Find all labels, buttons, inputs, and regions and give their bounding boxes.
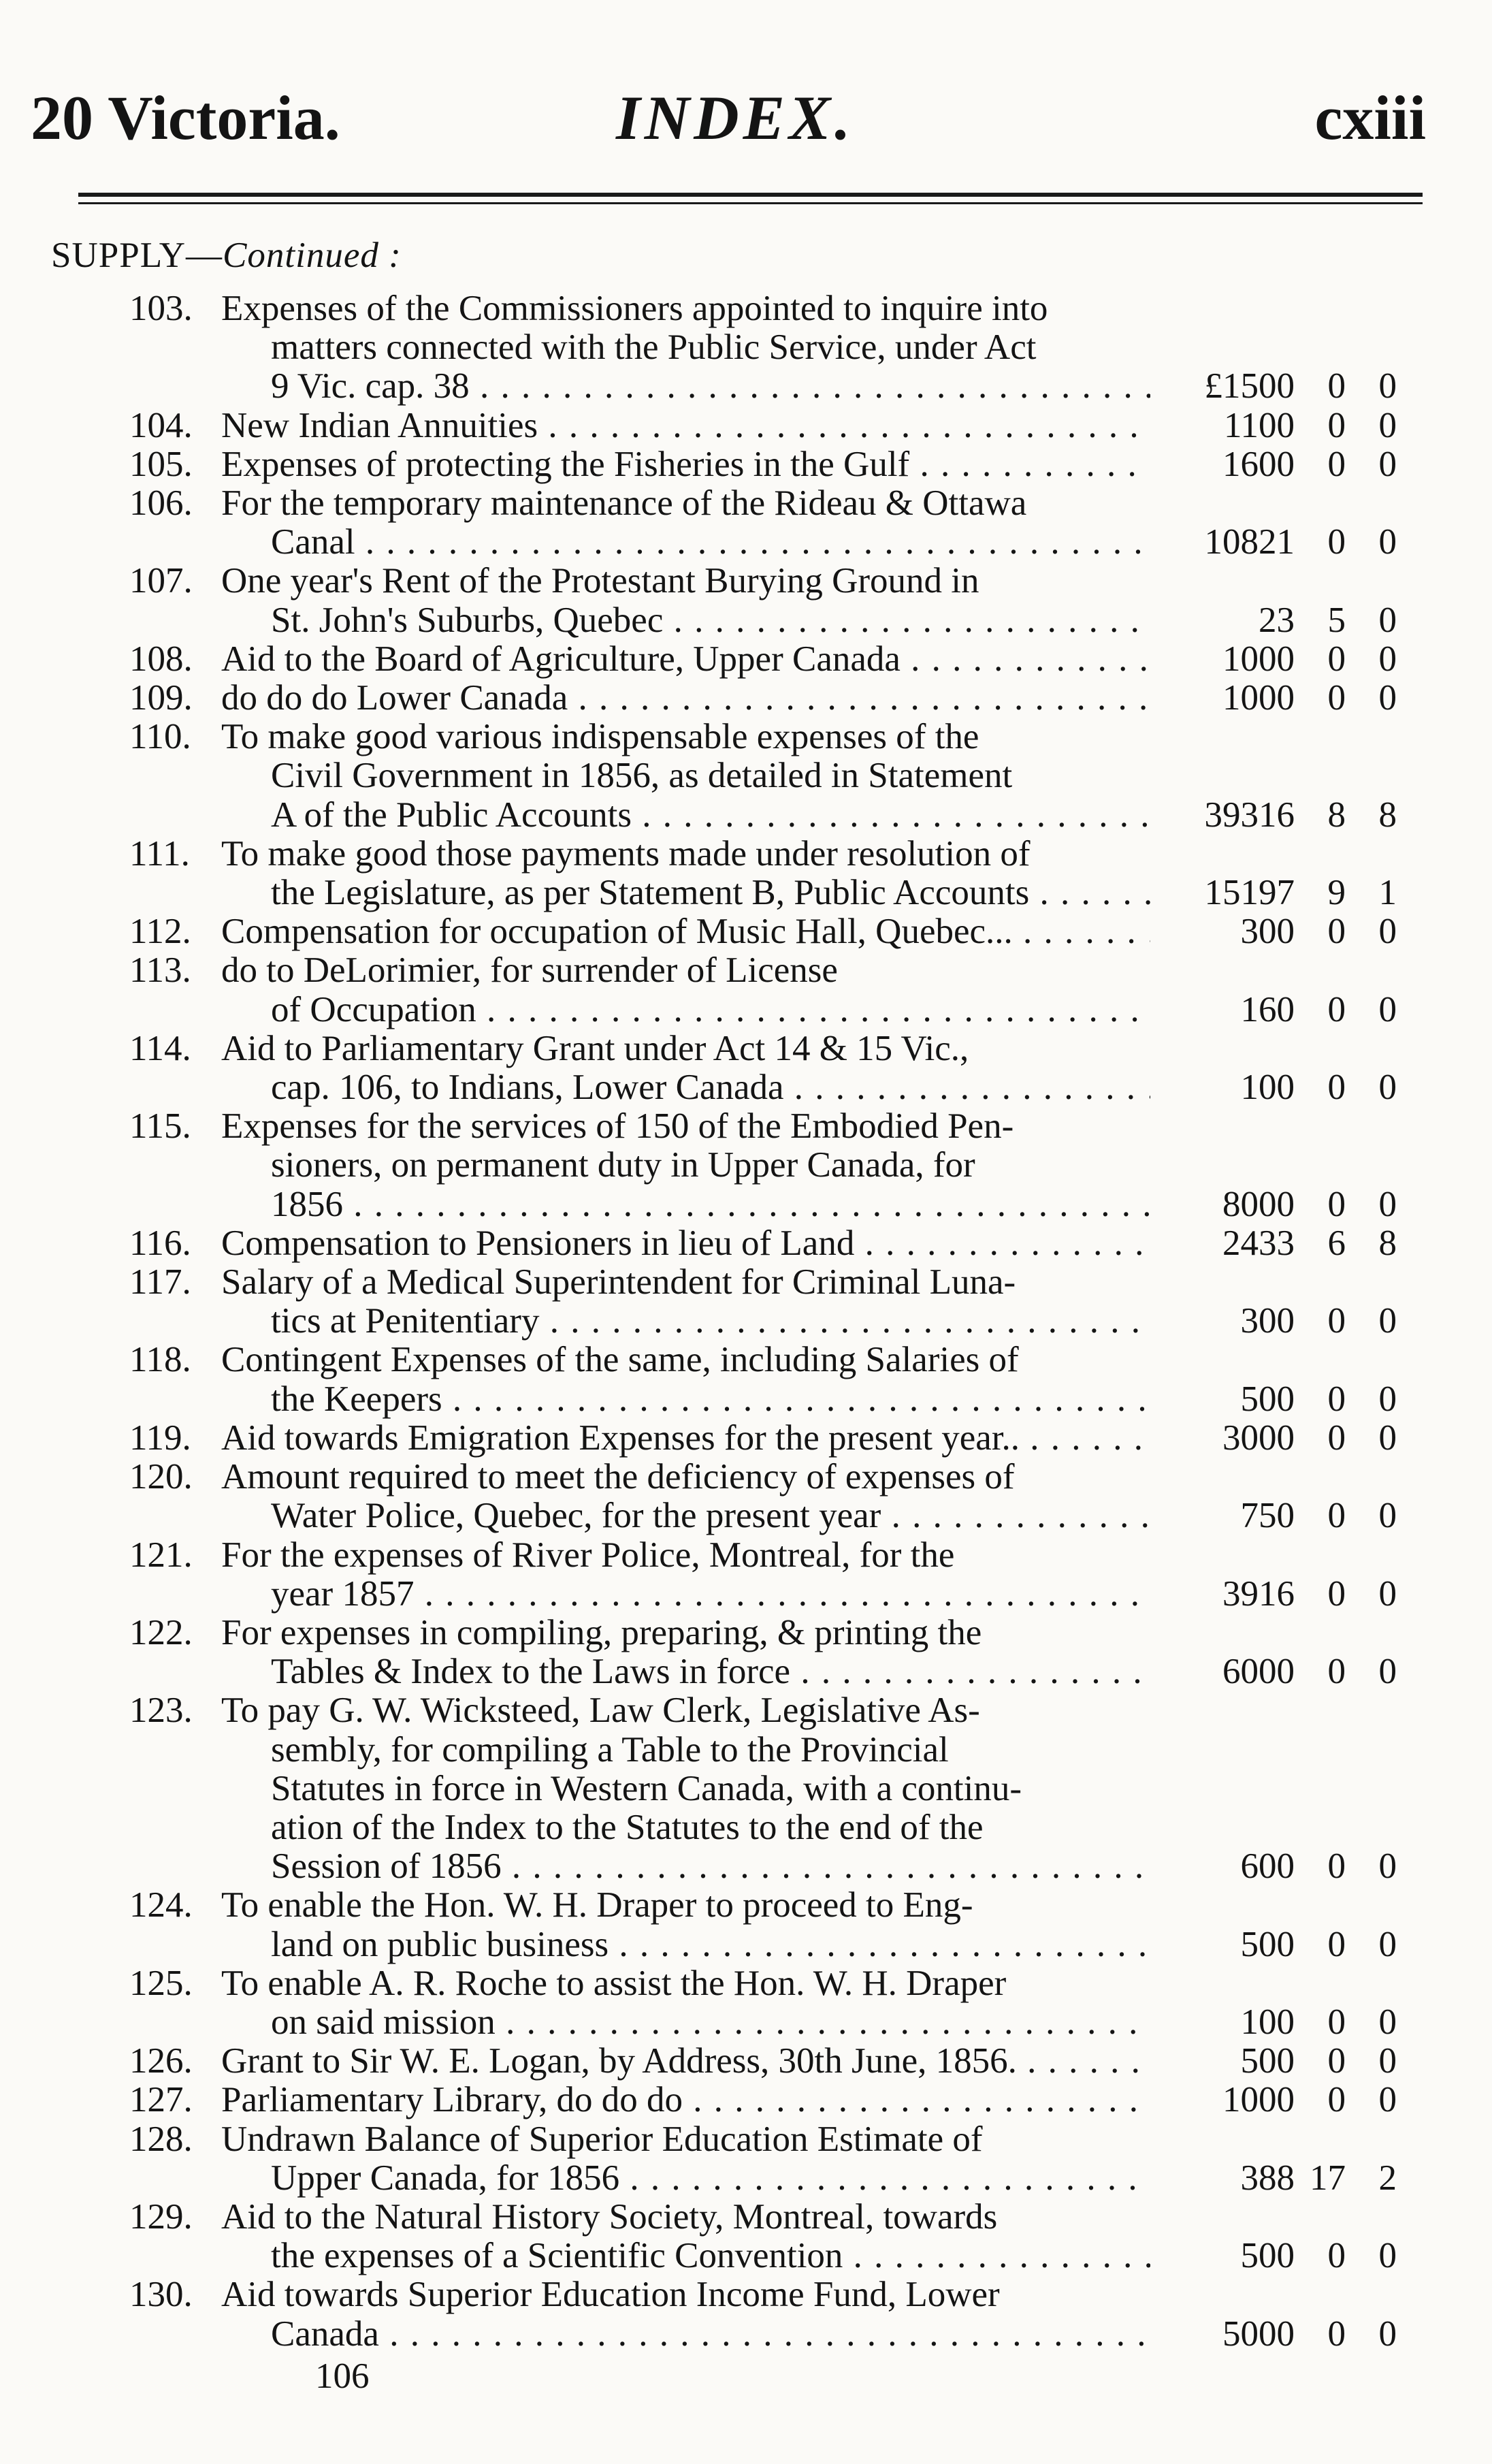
list-item <box>0 912 1492 951</box>
entry-description <box>221 406 1150 445</box>
amount-pounds: 500 <box>1240 1924 1295 1964</box>
entry-number: 129. <box>129 2196 193 2237</box>
list-item <box>0 1691 1492 1886</box>
entry-line: of Occupation . . . <box>221 991 1150 1029</box>
entry-number: 123. <box>129 1691 193 1731</box>
amount-pence: 0 <box>1378 1652 1397 1692</box>
entry-line: Aid towards Emigration Expenses for the present year.. . . . <box>221 1419 1150 1458</box>
amount-pence: 0 <box>1378 600 1397 640</box>
amount-pence: 0 <box>1378 1496 1397 1536</box>
entry-line: St. John's Suburbs, Quebec . . . <box>221 601 1150 640</box>
entry-line: cap. 106, to Indians, Lower Canada . . . <box>221 1068 1150 1107</box>
amount-pounds: 3000 <box>1222 1418 1295 1458</box>
amount-shillings: 0 <box>1327 1924 1346 1964</box>
amount-pounds: 500 <box>1240 1379 1295 1419</box>
amount-pounds: 388 <box>1240 2158 1295 2198</box>
entry-number: 127. <box>129 2080 193 2120</box>
entry-line: Aid towards Superior Education Income Fund, Lower <box>221 2275 1000 2315</box>
amount-pounds: 23 <box>1259 600 1295 640</box>
amount-pounds: 500 <box>1240 2041 1295 2081</box>
entry-number: 118. <box>129 1340 191 1380</box>
entry-description <box>221 2081 1150 2119</box>
running-header <box>31 74 1426 162</box>
list-item <box>0 679 1492 718</box>
entry-description <box>221 2042 1150 2081</box>
entry-line: tics at Penitentiary . . . <box>221 1302 1150 1341</box>
entry-description <box>221 1536 1150 1614</box>
entry-number: 103. <box>129 289 193 328</box>
list-item <box>0 835 1492 912</box>
entry-line: Expenses for the services of 150 of the Embodied Pen- <box>221 1107 1014 1147</box>
amount-shillings: 6 <box>1327 1223 1346 1263</box>
entry-number: 126. <box>129 2041 193 2081</box>
entry-number: 104. <box>129 405 193 445</box>
list-item <box>0 289 1492 406</box>
entry-line: For expenses in compiling, preparing, & printing the <box>221 1613 982 1652</box>
section-heading <box>51 231 402 279</box>
amount-pence: 0 <box>1378 1068 1397 1108</box>
entry-number: 120. <box>129 1457 193 1497</box>
list-item <box>0 1029 1492 1107</box>
amount-pounds: 39316 <box>1204 795 1295 835</box>
entry-line: Aid to the Board of Agriculture, Upper Canada . . . <box>221 640 1150 679</box>
amount-shillings: 0 <box>1327 1846 1346 1887</box>
amount-shillings: 0 <box>1327 2314 1346 2354</box>
entry-description <box>221 912 1150 951</box>
entry-description <box>221 1886 1150 1964</box>
amount-shillings: 0 <box>1327 2236 1346 2276</box>
entry-description <box>221 1263 1150 1341</box>
list-item <box>0 1458 1492 1535</box>
amount-pence: 0 <box>1378 1184 1397 1224</box>
amount-pounds: 5000 <box>1222 2314 1295 2354</box>
entry-description <box>221 718 1150 835</box>
amount-pounds: 1100 <box>1223 405 1295 445</box>
entry-line: ation of the Index to the Statutes to the end of the <box>271 1808 984 1847</box>
entry-line: Grant to Sir W. E. Logan, by Address, 30th June, 1856. . . . <box>221 2042 1150 2081</box>
amount-pounds: 8000 <box>1222 1184 1295 1224</box>
entry-line: matters connected with the Public Service, under Act <box>271 328 1037 368</box>
section-continued: Continued : <box>223 236 402 275</box>
amount-pounds: 1600 <box>1222 444 1295 484</box>
amount-pence: 0 <box>1378 2041 1397 2081</box>
entry-number: 119. <box>129 1418 191 1458</box>
entry-description <box>221 1458 1150 1535</box>
amount-shillings: 0 <box>1327 1418 1346 1458</box>
amount-pence: 0 <box>1378 912 1397 952</box>
page-number: 106 <box>315 2356 370 2396</box>
amount-pence: 0 <box>1378 639 1397 679</box>
amount-pence: 0 <box>1378 2314 1397 2354</box>
amount-pounds: 100 <box>1240 1068 1295 1108</box>
amount-shillings: 0 <box>1327 989 1346 1029</box>
amount-shillings: 0 <box>1327 2041 1346 2081</box>
entry-line: 1856 . . . <box>221 1185 1150 1224</box>
entry-line: To make good various indispensable expenses of the <box>221 718 979 757</box>
amount-pounds: 160 <box>1240 989 1295 1029</box>
entry-line: Compensation for occupation of Music Hall, Quebec... . . . <box>221 912 1150 951</box>
entry-line: Aid to Parliamentary Grant under Act 14 & 15 Vic., <box>221 1029 969 1068</box>
amount-pence: 0 <box>1378 1846 1397 1887</box>
list-item <box>0 1341 1492 1418</box>
amount-shillings: 0 <box>1327 912 1346 952</box>
entry-line: do to DeLorimier, for surrender of License <box>221 951 838 991</box>
amount-pence: 0 <box>1378 1924 1397 1964</box>
entry-list <box>0 289 1492 2354</box>
amount-shillings: 0 <box>1327 1652 1346 1692</box>
amount-pounds: 100 <box>1240 2002 1295 2042</box>
list-item <box>0 2042 1492 2081</box>
list-item <box>0 2198 1492 2275</box>
amount-pounds: 500 <box>1240 2236 1295 2276</box>
list-item <box>0 2120 1492 2198</box>
entry-number: 111. <box>129 833 190 874</box>
amount-shillings: 0 <box>1327 678 1346 718</box>
entry-line: For the temporary maintenance of the Rideau & Ottawa <box>221 484 1027 524</box>
list-item <box>0 951 1492 1029</box>
amount-shillings: 0 <box>1327 366 1346 406</box>
amount-pence: 0 <box>1378 1418 1397 1458</box>
amount-pounds: 300 <box>1240 1301 1295 1341</box>
entry-line: New Indian Annuities . . . <box>221 406 1150 445</box>
amount-pounds: £1500 <box>1204 366 1295 406</box>
amount-shillings: 0 <box>1327 2002 1346 2042</box>
entry-number: 108. <box>129 639 193 679</box>
entry-number: 105. <box>129 444 193 484</box>
amount-pence: 2 <box>1378 2158 1397 2198</box>
entry-line: Session of 1856 . . . <box>221 1847 1150 1886</box>
entry-number: 121. <box>129 1535 193 1575</box>
entry-description <box>221 951 1150 1029</box>
amount-pounds: 1000 <box>1222 2080 1295 2120</box>
entry-description <box>221 1419 1150 1458</box>
entry-description <box>221 640 1150 679</box>
list-item <box>0 1614 1492 1691</box>
entry-description <box>221 1691 1150 1886</box>
list-item <box>0 2081 1492 2119</box>
entry-line: To make good those payments made under resolution of <box>221 834 1031 874</box>
entry-line: sioners, on permanent duty in Upper Canada, for <box>271 1146 975 1185</box>
list-item <box>0 718 1492 835</box>
amount-pence: 1 <box>1378 873 1397 913</box>
entry-number: 107. <box>129 561 193 601</box>
amount-shillings: 5 <box>1327 600 1346 640</box>
header-rule-thin <box>78 202 1423 204</box>
entry-number: 117. <box>129 1262 191 1302</box>
entry-number: 125. <box>129 1963 193 2003</box>
amount-shillings: 0 <box>1327 1379 1346 1419</box>
list-item <box>0 640 1492 679</box>
entry-description <box>221 1341 1150 1418</box>
entry-number: 110. <box>129 717 191 757</box>
entry-description <box>221 289 1150 406</box>
entry-line: Amount required to meet the deficiency of expenses of <box>221 1458 1015 1497</box>
entry-description <box>221 835 1150 912</box>
entry-number: 130. <box>129 2275 193 2315</box>
list-item <box>0 1107 1492 1224</box>
entry-line: the Keepers . . . <box>221 1380 1150 1419</box>
entry-line: sembly, for compiling a Table to the Provincial <box>271 1730 949 1770</box>
amount-pence: 0 <box>1378 1301 1397 1341</box>
amount-pence: 0 <box>1378 366 1397 406</box>
entry-number: 128. <box>129 2119 193 2159</box>
entry-line: Parliamentary Library, do do do . . . <box>221 2081 1150 2119</box>
entry-number: 112. <box>129 912 191 952</box>
entry-line: Expenses of protecting the Fisheries in the Gulf . . . <box>221 445 1150 484</box>
entry-line: Aid to the Natural History Society, Montreal, towards <box>221 2197 998 2237</box>
entry-line: the Legislature, as per Statement B, Public Accounts . . . <box>221 874 1150 912</box>
amount-pence: 0 <box>1378 2002 1397 2042</box>
list-item <box>0 445 1492 484</box>
amount-pence: 0 <box>1378 444 1397 484</box>
entry-description <box>221 1224 1150 1263</box>
entry-line: Salary of a Medical Superintendent for Criminal Luna- <box>221 1263 1016 1302</box>
entry-line: 9 Vic. cap. 38 . . . <box>221 367 1150 406</box>
amount-pence: 0 <box>1378 522 1397 562</box>
entry-description <box>221 445 1150 484</box>
amount-pounds: 600 <box>1240 1846 1295 1887</box>
amount-pence: 0 <box>1378 405 1397 445</box>
header-page-roman: cxiii <box>1314 83 1426 153</box>
amount-shillings: 8 <box>1327 795 1346 835</box>
entry-number: 122. <box>129 1612 193 1652</box>
entry-line: Canada . . . <box>221 2315 1150 2354</box>
amount-shillings: 0 <box>1327 1184 1346 1224</box>
list-item <box>0 484 1492 562</box>
entry-line: Compensation to Pensioners in lieu of Land . . . <box>221 1224 1150 1263</box>
amount-pence: 0 <box>1378 1573 1397 1614</box>
header-title: INDEX. <box>616 83 855 153</box>
amount-pounds: 1000 <box>1222 678 1295 718</box>
entry-number: 115. <box>129 1106 191 1147</box>
entry-number: 113. <box>129 950 191 991</box>
amount-shillings: 0 <box>1327 522 1346 562</box>
amount-pounds: 2433 <box>1222 1223 1295 1263</box>
entry-number: 124. <box>129 1885 193 1925</box>
entry-line: year 1857 . . . <box>221 1575 1150 1614</box>
entry-line: Canal . . . <box>221 523 1150 562</box>
entry-line: Statutes in force in Western Canada, with a continu- <box>271 1769 1022 1808</box>
entry-description <box>221 1614 1150 1691</box>
entry-description <box>221 679 1150 718</box>
amount-pence: 0 <box>1378 1379 1397 1419</box>
list-item <box>0 562 1492 639</box>
amount-pounds: 300 <box>1240 912 1295 952</box>
entry-line: Contingent Expenses of the same, including Salaries of <box>221 1341 1019 1380</box>
amount-shillings: 9 <box>1327 873 1346 913</box>
amount-pounds: 3916 <box>1222 1573 1295 1614</box>
list-item <box>0 406 1492 445</box>
entry-description <box>221 484 1150 562</box>
entry-line: Water Police, Quebec, for the present year . . . <box>221 1497 1150 1535</box>
amount-pounds: 1000 <box>1222 639 1295 679</box>
amount-shillings: 0 <box>1327 1301 1346 1341</box>
amount-pence: 0 <box>1378 2080 1397 2120</box>
entry-description <box>221 2120 1150 2198</box>
list-item <box>0 1886 1492 1964</box>
amount-pounds: 15197 <box>1204 873 1295 913</box>
amount-shillings: 0 <box>1327 405 1346 445</box>
section-title: SUPPLY— <box>51 236 223 275</box>
entry-description <box>221 1107 1150 1224</box>
amount-shillings: 0 <box>1327 1573 1346 1614</box>
amount-pounds: 10821 <box>1204 522 1295 562</box>
amount-shillings: 0 <box>1327 2080 1346 2120</box>
entry-line: the expenses of a Scientific Convention . . . <box>221 2237 1150 2275</box>
header-regnal-year: 20 Victoria. <box>31 83 340 153</box>
entry-line: To enable A. R. Roche to assist the Hon. W. H. Draper <box>221 1964 1007 2003</box>
entry-line: Civil Government in 1856, as detailed in Statement <box>271 756 1013 796</box>
list-item <box>0 1419 1492 1458</box>
list-item <box>0 1536 1492 1614</box>
amount-shillings: 0 <box>1327 1068 1346 1108</box>
entry-line: Upper Canada, for 1856 . . . <box>221 2159 1150 2198</box>
entry-line: Undrawn Balance of Superior Education Estimate of <box>221 2119 983 2159</box>
amount-pounds: 6000 <box>1222 1652 1295 1692</box>
amount-pence: 8 <box>1378 795 1397 835</box>
entry-line: For the expenses of River Police, Montreal, for the <box>221 1535 955 1575</box>
amount-shillings: 0 <box>1327 1496 1346 1536</box>
entry-line: To pay G. W. Wicksteed, Law Clerk, Legislative As- <box>221 1691 980 1731</box>
entry-description <box>221 1964 1150 2042</box>
entry-line: land on public business . . . <box>221 1925 1150 1964</box>
entry-line: Tables & Index to the Laws in force . . . <box>221 1652 1150 1691</box>
entry-line: To enable the Hon. W. H. Draper to proceed to Eng- <box>221 1886 973 1925</box>
entry-line: do do do Lower Canada . . . <box>221 679 1150 718</box>
entry-description <box>221 562 1150 639</box>
entry-line: on said mission . . . <box>221 2003 1150 2042</box>
entry-description <box>221 2275 1150 2353</box>
entry-number: 109. <box>129 678 193 718</box>
list-item <box>0 1263 1492 1341</box>
amount-pence: 8 <box>1378 1223 1397 1263</box>
amount-pounds: 750 <box>1240 1496 1295 1536</box>
amount-pence: 0 <box>1378 678 1397 718</box>
amount-pence: 0 <box>1378 989 1397 1029</box>
entry-number: 106. <box>129 483 193 524</box>
entry-number: 114. <box>129 1028 191 1068</box>
list-item <box>0 2275 1492 2353</box>
entry-number: 116. <box>129 1223 191 1263</box>
entry-line: A of the Public Accounts . . . <box>221 796 1150 835</box>
list-item <box>0 1964 1492 2042</box>
list-item <box>0 1224 1492 1263</box>
entry-line: One year's Rent of the Protestant Burying Ground in <box>221 562 979 601</box>
amount-shillings: 0 <box>1327 639 1346 679</box>
amount-shillings: 17 <box>1310 2158 1346 2198</box>
amount-pence: 0 <box>1378 2236 1397 2276</box>
entry-description <box>221 2198 1150 2275</box>
entry-line: Expenses of the Commissioners appointed to inquire into <box>221 289 1048 328</box>
header-rule-thick <box>78 193 1423 197</box>
amount-shillings: 0 <box>1327 444 1346 484</box>
entry-description <box>221 1029 1150 1107</box>
